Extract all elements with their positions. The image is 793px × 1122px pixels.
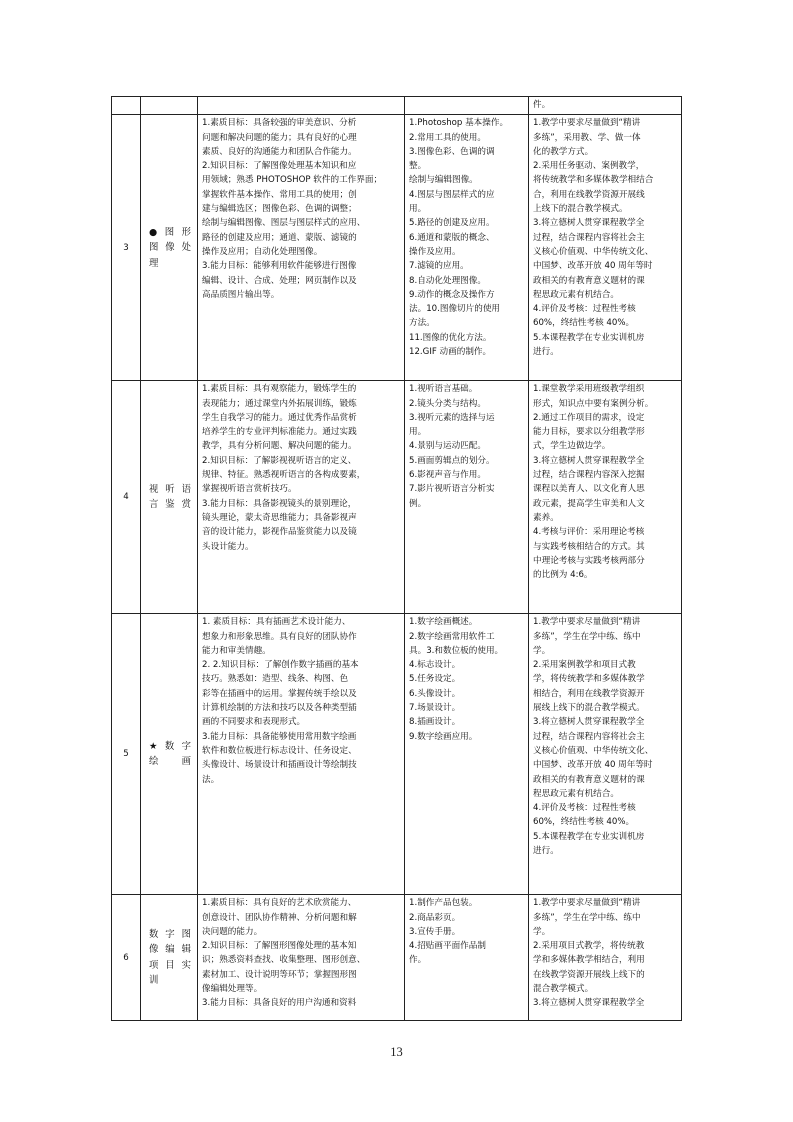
cell-text-line: 决问题的能力。 [202, 926, 263, 937]
cell-text-line: 8.插画设计。 [409, 717, 461, 728]
cell-text-line: 创意设计、团队协作精神、分析问题和解 [202, 912, 357, 923]
cell-text-line: 混合教学模式。 [533, 984, 594, 995]
cell-text-line: ★ 数 字 [149, 740, 191, 752]
cell-text-line: 3.将立德树人贯穿课程教学全 [533, 717, 645, 728]
cell-text-line: 60%，终结性考核 40%。 [533, 817, 635, 828]
cell-text-line: 7.场景设计。 [409, 703, 461, 714]
cell-text-line: 8.自动化处理图像。 [409, 275, 486, 286]
cell-text-line: 2.知识目标：了解图像处理基本知识和应 [202, 161, 357, 172]
cell-text-line: 1.视听语言基础。 [409, 384, 478, 395]
cell-text-line: 培养学生的专业评判标准能力。通过实践 [202, 427, 357, 438]
cell-text-line: 素材加工、设计说明等环节；掌握图形图 [202, 969, 357, 980]
cell-text-line: 4.评价及考核：过程性考核 [533, 304, 636, 315]
table-row [112, 115, 682, 381]
cell-text-line: 技巧。熟悉如：造型、线条、构图、色 [202, 674, 349, 685]
cell-text-line: 4.招贴画平面作品制 [409, 941, 486, 952]
cell-text-line: 2.常用工具的使用。 [409, 132, 486, 143]
cell-text-line: 素养。 [533, 512, 559, 523]
cell-text-line: 中理论考核与实践考核两部分 [533, 555, 645, 566]
cell-text-line: 5.本课程教学在专业实训机房 [533, 831, 645, 842]
cell-text-line: 图 像 处 [149, 242, 191, 254]
cell-text-line: 1.制作产品包装。 [409, 898, 478, 909]
cell-text-line: 相结合，利用在线教学资源开 [533, 688, 645, 699]
objectives-cell [198, 115, 405, 381]
cell-text-line: 进行。 [533, 846, 559, 857]
cell-text-line: 3.将立德树人贯穿课程教学全 [533, 218, 645, 229]
cell-text-line: 学和多媒体教学相结合，利用 [533, 955, 645, 966]
course-name-cell [141, 381, 198, 614]
cell-text-line: 中国梦、改革开放 40 周年等时 [533, 261, 653, 272]
cell-text-line: 1.素质目标：具备较强的审美意识、分析 [202, 118, 357, 129]
cell-text-line: 作。 [409, 955, 427, 966]
cell-text-line: 2.知识目标：了解影视视听语言的定义、 [202, 455, 357, 466]
cell-text-line: 4.图层与图层样式的应 [409, 189, 495, 200]
cell-text-line: 掌握软件基本操作、常用工具的使用；创 [202, 189, 357, 200]
cell-text-line: 2.知识目标：了解图形图像处理的基本知 [202, 941, 357, 952]
cell-text-line: 头像设计、场景设计和插画设计等绘制技 [202, 760, 357, 771]
cell-text-line: 在线教学资源开展线上线下的 [533, 969, 645, 980]
table-row [112, 381, 682, 614]
cell-text-line: 2. 2.知识目标：了解创作数字插画的基本 [202, 660, 359, 671]
cell-text-line: 多练”，学生在学中练、练中 [533, 912, 641, 923]
cell-text-line: 化的教学方式。 [533, 146, 594, 157]
cell-text-line: 3.将立德树人贯穿课程教学全 [533, 455, 645, 466]
cell-text-line: 课程以美育人、以文化育人思 [533, 484, 645, 495]
cell-text-line: 彩等在插画中的运用。掌握传统手绘以及 [202, 688, 357, 699]
cell-text-line: 能力目标，要求以分组教学形 [533, 427, 645, 438]
objectives-cell [198, 381, 405, 614]
cell-text-line: 3.视听元素的选择与运 [409, 412, 495, 423]
cell-text-line: 3.将立德树人贯穿课程教学全 [533, 998, 645, 1009]
cell-text-line: 义核心价值观、中华传统文化、 [533, 745, 654, 756]
cell-text-line: 言鉴赏 [149, 499, 191, 511]
cell-text-line: 过程，结合课程内容深入挖掘 [533, 470, 645, 481]
cell-text-line: 理 [149, 257, 159, 269]
cell-text-line: 教学，具有分析问题、解决问题的能力。 [202, 441, 357, 452]
cell-text-line: 5.路径的创建及应用。 [409, 218, 495, 229]
page-number: 13 [390, 1045, 403, 1059]
cell-text-line: 7.滤镜的应用。 [409, 261, 469, 272]
cell-text-line: 2.镜头分类与结构。 [409, 398, 486, 409]
cell-text-line: 5.本课程教学在专业实训机房 [533, 332, 645, 343]
cell-text-line: 法。10.图像切片的使用 [409, 304, 501, 315]
cell-text-line: 式，学生边做边学。 [533, 441, 611, 452]
cell-text-line: 像 编 辑 [149, 944, 191, 956]
cell-text-line: 用。 [409, 427, 427, 438]
content-cell [405, 614, 529, 895]
course-number-cell [112, 97, 141, 115]
cell-text-line: 件。 [533, 100, 551, 110]
cell-text-line: ● 图 形 [149, 226, 191, 238]
cell-text-line: 展线上线下的混合教学模式。 [533, 703, 645, 714]
cell-text-line: 绘画 [149, 756, 191, 768]
cell-text-line: 程思政元素有机结合。 [533, 788, 619, 799]
objectives-cell [198, 895, 405, 1021]
objectives-cell [198, 614, 405, 895]
cell-text-line: 训 [149, 975, 159, 987]
cell-text-line: 绘制与编辑图像。 [409, 175, 478, 186]
course-name-cell [141, 895, 198, 1021]
cell-text-line: 4.景别与运动匹配。 [409, 441, 486, 452]
cell-text-line: 6.影视声音与作用。 [409, 470, 486, 481]
cell-text-line: 建与编辑选区；图像色彩、色调的调整； [202, 204, 357, 215]
cell-text-line: 视 听 语 [149, 483, 191, 495]
cell-text-line: 2.数字绘画常用软件工 [409, 631, 495, 642]
course-number-cell: 5 [112, 614, 141, 895]
cell-text-line: 操作及应用。 [409, 246, 461, 257]
cell-text-line: 2.采用案例教学和项目式教 [533, 660, 636, 671]
cell-text-line: 4.考核与评价：采用理论考核 [533, 527, 645, 538]
cell-text-line: 规律、特征。熟悉视听语言的各构成要素， [202, 470, 366, 481]
cell-text-line: 掌握视听语言赏析技巧。 [202, 484, 297, 495]
cell-text-line: 程思政元素有机结合。 [533, 289, 619, 300]
cell-text-line: 2.商品彩页。 [409, 912, 461, 923]
course-table [111, 96, 682, 1021]
course-table-body [112, 97, 682, 1021]
cell-text-line: 识；熟悉资料查找、收集整理、图形创意、 [202, 955, 366, 966]
cell-text-line: 将传统教学和多媒体教学相结合 [533, 175, 654, 186]
requirements-cell [529, 115, 682, 381]
cell-text-line: 画的不同要求和表现形式。 [202, 717, 306, 728]
cell-text-line: 1.数字绘画概述。 [409, 617, 478, 628]
cell-text-line: 3.图像色彩、色调的调 [409, 146, 495, 157]
requirements-cell [529, 97, 682, 115]
cell-text-line: 数 字 图 [149, 928, 191, 940]
cell-text-line: 能力和审美情趣。 [202, 645, 271, 656]
cell-text-line: 具。3.和数位板的使用。 [409, 645, 504, 656]
cell-text-line: 3.能力目标：具备良好的用户沟通和资料 [202, 998, 357, 1009]
cell-text-line: 3.能力目标：能够利用软件能够进行图像 [202, 261, 357, 272]
cell-text-line: 编辑、设计、合成、处理；网页制作以及 [202, 275, 357, 286]
cell-text-line: 形式，知识点中要有案例分析。 [533, 398, 654, 409]
cell-text-line: 整。 [409, 161, 427, 172]
cell-text-line: 60%，终结性考核 40%。 [533, 318, 635, 329]
cell-text-line: 1.素质目标：具有良好的艺术欣赏能力、 [202, 898, 357, 909]
cell-text-line: 政相关的有教育意义题材的课 [533, 774, 645, 785]
cell-text-line: 7.影片视听语言分析实 [409, 484, 495, 495]
requirements-cell [529, 381, 682, 614]
cell-text-line: 学。 [533, 645, 551, 656]
cell-text-line: 用领域；熟悉 PHOTOSHOP 软件的工作界面； [202, 175, 383, 186]
course-name-cell [141, 97, 198, 115]
content-cell [405, 895, 529, 1021]
cell-text-line: 过程，结合课程内容将社会主 [533, 731, 645, 742]
cell-text-line: 法。 [202, 774, 220, 785]
cell-text-line: 5.画面剪辑点的划分。 [409, 455, 495, 466]
cell-text-line: 的比例为 4:6。 [533, 570, 593, 581]
course-name-cell [141, 115, 198, 381]
cell-text-line: 3.宣传手册。 [409, 926, 461, 937]
course-number-cell: 3 [112, 115, 141, 381]
cell-text-line: 1.教学中要求尽量做到“精讲 [533, 617, 641, 628]
cell-text-line: 1. 素质目标：具有插画艺术设计能力、 [202, 617, 351, 628]
cell-text-line: 6.头像设计。 [409, 688, 461, 699]
course-number-cell: 4 [112, 381, 141, 614]
cell-text-line: 过程，结合课程内容将社会主 [533, 232, 645, 243]
cell-text-line: 学，将传统教学和多媒体教学 [533, 674, 645, 685]
cell-text-line: 绘制与编辑图像、图层与图层样式的应用、 [202, 218, 366, 229]
cell-text-line: 镜头理论，蒙太奇思维能力；具备影视声 [202, 512, 357, 523]
cell-text-line: 3.能力目标：具备影视镜头的景别理论， [202, 498, 357, 509]
cell-text-line: 多练”，采用教、学、做一体 [533, 132, 641, 143]
cell-text-line: 与实践考核相结合的方式。其 [533, 541, 645, 552]
cell-text-line: 问题和解决问题的能力；具有良好的心理 [202, 132, 357, 143]
requirements-cell [529, 895, 682, 1021]
cell-text-line: 1.教学中要求尽量做到“精讲 [533, 118, 641, 129]
cell-text-line: 3.能力目标：具备能够使用常用数字绘画 [202, 731, 357, 742]
cell-text-line: 4.评价及考核：过程性考核 [533, 803, 636, 814]
content-cell [405, 115, 529, 381]
cell-text-line: 像编辑处理等。 [202, 984, 263, 995]
cell-text-line: 11.图像的优化方法。 [409, 332, 492, 343]
cell-text-line: 12.GIF 动画的制作。 [409, 347, 492, 358]
cell-text-line: 2.采用项目式教学，将传统教 [533, 941, 645, 952]
cell-text-line: 音的设计能力，影视作品鉴赏能力以及镜 [202, 527, 357, 538]
cell-text-line: 义核心价值观、中华传统文化、 [533, 246, 654, 257]
requirements-cell [529, 614, 682, 895]
course-number-cell: 6 [112, 895, 141, 1021]
cell-text-line: 头设计能力。 [202, 541, 254, 552]
content-cell [405, 381, 529, 614]
cell-text-line: 合，利用在线教学资源开展线 [533, 189, 645, 200]
cell-text-line: 用。 [409, 204, 427, 215]
cell-text-line: 1.教学中要求尽量做到“精讲 [533, 898, 641, 909]
cell-text-line: 多练”，学生在学中练、练中 [533, 631, 641, 642]
cell-text-line: 政相关的有教育意义题材的课 [533, 275, 645, 286]
cell-text-line: 2.通过工作项目的需求，设定 [533, 412, 645, 423]
cell-text-line: 例。 [409, 498, 427, 509]
course-name-cell [141, 614, 198, 895]
cell-text-line: 4.标志设计。 [409, 660, 461, 671]
cell-text-line: 软件和数位板进行标志设计、任务设定、 [202, 745, 357, 756]
table-row [112, 614, 682, 895]
cell-text-line: 项 目 实 [149, 959, 191, 971]
cell-text-line: 学生自我学习的能力。通过优秀作品赏析 [202, 412, 357, 423]
cell-text-line: 2.采用任务驱动、案例教学， [533, 161, 645, 172]
cell-text-line: 6.通道和蒙版的概念、 [409, 232, 495, 243]
content-cell [405, 97, 529, 115]
cell-text-line: 进行。 [533, 347, 559, 358]
table-row [112, 895, 682, 1021]
cell-text-line: 1.Photoshop 基本操作。 [409, 118, 509, 129]
cell-text-line: 素质、良好的沟通能力和团队合作能力。 [202, 146, 357, 157]
cell-text-line: 计算机绘制的方法和技巧以及各种类型插 [202, 703, 357, 714]
cell-text-line: 操作及应用；自动化处理图像。 [202, 246, 323, 257]
cell-text-line: 中国梦、改革开放 40 周年等时 [533, 760, 653, 771]
cell-text-line: 5.任务设定。 [409, 674, 461, 685]
cell-text-line: 上线下的混合教学模式。 [533, 204, 628, 215]
table-row [112, 97, 682, 115]
cell-text-line: 1.课堂教学采用班级教学组织 [533, 384, 645, 395]
cell-text-line: 路径的创建及应用；通道、蒙版、滤镜的 [202, 232, 357, 243]
cell-text-line: 9.数字绘画应用。 [409, 731, 478, 742]
cell-text-line: 高品质图片输出等。 [202, 289, 280, 300]
cell-text-line: 学。 [533, 926, 551, 937]
cell-text-line: 政元素，提高学生审美和人文 [533, 498, 645, 509]
cell-text-line: 9.动作的概念及操作方 [409, 289, 495, 300]
objectives-cell [198, 97, 405, 115]
cell-text-line: 1.素质目标：具有观察能力，锻炼学生的 [202, 384, 357, 395]
cell-text-line: 表现能力；通过课堂内外拓展训练，锻炼 [202, 398, 357, 409]
cell-text-line: 想象力和形象思维。具有良好的团队协作 [202, 631, 357, 642]
cell-text-line: 方法。 [409, 318, 435, 329]
